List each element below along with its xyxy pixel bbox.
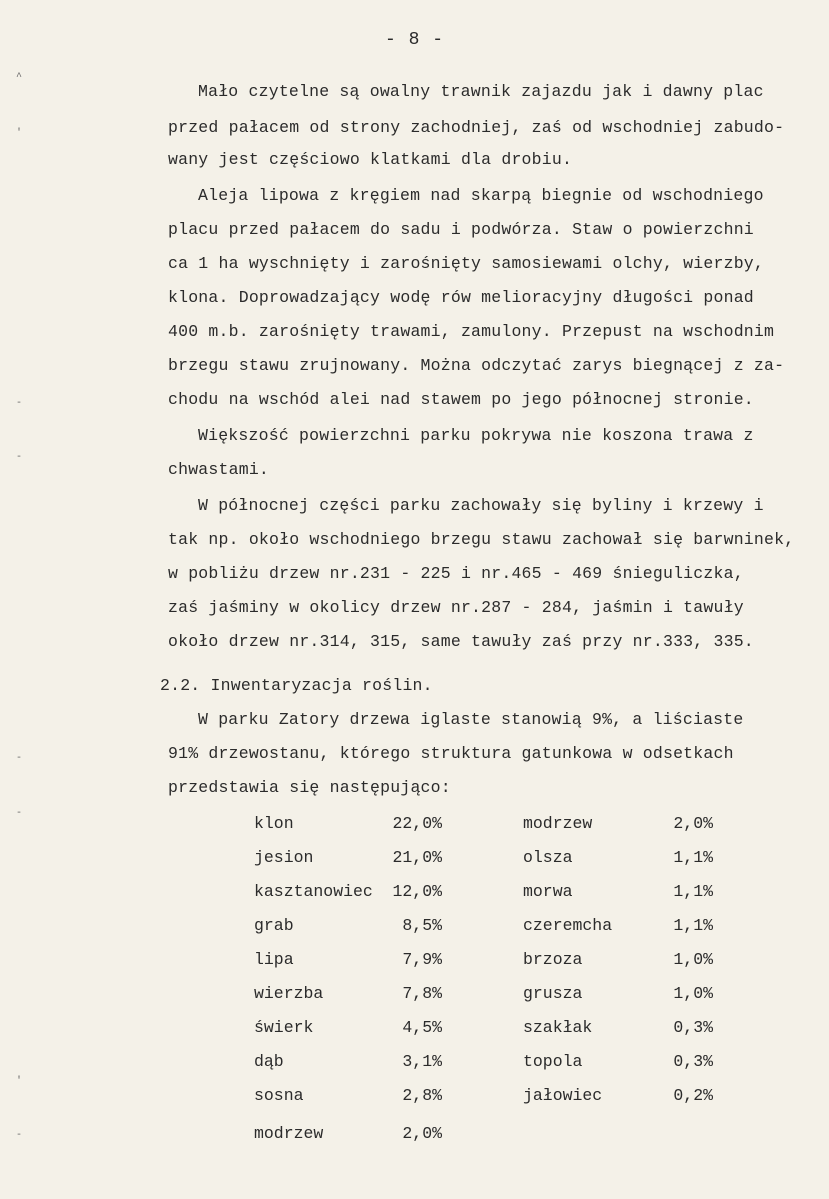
species-share: 3,1% <box>402 1052 442 1071</box>
paragraph-line: brzegu stawu zrujnowany. Można odczytać zarys biegnącej z za- <box>168 356 785 375</box>
species-name: morwa <box>523 882 573 901</box>
page-number: - 8 - <box>384 30 444 50</box>
paragraph-line: przed pałacem od strony zachodniej, zaś od wschodniej zabudo- <box>168 118 785 137</box>
paragraph-line: Aleja lipowa z kręgiem nad skarpą biegnie od wschodniego <box>198 186 764 205</box>
margin-mark: - <box>16 1130 23 1141</box>
paragraph-line: Większość powierzchni parku pokrywa nie koszona trawa z <box>198 426 754 445</box>
paragraph-line: zaś jaśminy w okolicy drzew nr.287 - 284, jaśmin i tawuły <box>168 598 744 617</box>
species-share: 8,5% <box>402 916 442 935</box>
margin-mark: ' <box>16 1076 23 1087</box>
paragraph-line: w pobliżu drzew nr.231 - 225 i nr.465 - 469 śnieguliczka, <box>168 564 744 583</box>
species-share: 0,2% <box>673 1086 713 1105</box>
margin-mark: - <box>16 452 23 463</box>
species-name: dąb <box>254 1052 284 1071</box>
paragraph-line: tak np. około wschodniego brzegu stawu zachował się barwninek, <box>168 530 795 549</box>
species-name: szakłak <box>523 1018 593 1037</box>
paragraph-line: chwastami. <box>168 460 270 479</box>
species-share: 7,8% <box>402 984 442 1003</box>
species-share: 22,0% <box>392 814 442 833</box>
species-share: 2,8% <box>402 1086 442 1105</box>
species-share: 1,1% <box>673 882 713 901</box>
paragraph-line: Mało czytelne są owalny trawnik zajazdu jak i dawny plac <box>198 82 764 101</box>
species-share: 2,0% <box>673 814 713 833</box>
paragraph-line: chodu na wschód alei nad stawem po jego północnej stronie. <box>168 390 754 409</box>
species-name: kasztanowiec <box>254 882 373 901</box>
species-name: modrzew <box>523 814 593 833</box>
paragraph-line: ca 1 ha wyschnięty i zarośnięty samosiewami olchy, wierzby, <box>168 254 764 273</box>
species-name: jałowiec <box>523 1086 603 1105</box>
species-share: 1,1% <box>673 916 713 935</box>
species-name: jesion <box>254 848 314 867</box>
species-name: świerk <box>254 1018 314 1037</box>
intro-line: 91% drzewostanu, którego struktura gatunkowa w odsetkach <box>168 744 734 763</box>
margin-mark: ' <box>16 128 23 139</box>
section-heading: 2.2. Inwentaryzacja roślin. <box>160 676 433 695</box>
paragraph-line: wany jest częściowo klatkami dla drobiu. <box>168 150 573 169</box>
species-share: 12,0% <box>392 882 442 901</box>
margin-mark: - <box>16 753 23 764</box>
species-share: 21,0% <box>392 848 442 867</box>
species-name: topola <box>523 1052 583 1071</box>
species-share: 7,9% <box>402 950 442 969</box>
paragraph-line: 400 m.b. zarośnięty trawami, zamulony. Przepust na wschodnim <box>168 322 775 341</box>
species-share: 0,3% <box>673 1018 713 1037</box>
species-name: modrzew <box>254 1124 324 1143</box>
species-name: grab <box>254 916 294 935</box>
intro-line: przedstawia się następująco: <box>168 778 451 797</box>
species-name: olsza <box>523 848 573 867</box>
species-share: 1,1% <box>673 848 713 867</box>
paragraph-line: W północnej części parku zachowały się byliny i krzewy i <box>198 496 764 515</box>
species-share: 1,0% <box>673 984 713 1003</box>
species-share: 0,3% <box>673 1052 713 1071</box>
paragraph-line: około drzew nr.314, 315, same tawuły zaś przy nr.333, 335. <box>168 632 754 651</box>
paragraph-line: klona. Doprowadzający wodę rów melioracyjny długości ponad <box>168 288 754 307</box>
species-name: czeremcha <box>523 916 613 935</box>
species-share: 2,0% <box>402 1124 442 1143</box>
species-share: 1,0% <box>673 950 713 969</box>
species-name: sosna <box>254 1086 304 1105</box>
species-name: wierzba <box>254 984 324 1003</box>
intro-line: W parku Zatory drzewa iglaste stanowią 9%, a liściaste <box>198 710 744 729</box>
species-name: klon <box>254 814 294 833</box>
paragraph-line: placu przed pałacem do sadu i podwórza. Staw o powierzchni <box>168 220 754 239</box>
margin-mark: ^ <box>16 72 23 83</box>
species-name: brzoza <box>523 950 583 969</box>
species-name: grusza <box>523 984 583 1003</box>
species-share: 4,5% <box>402 1018 442 1037</box>
margin-mark: - <box>16 808 23 819</box>
margin-mark: - <box>16 398 23 409</box>
species-name: lipa <box>254 950 294 969</box>
